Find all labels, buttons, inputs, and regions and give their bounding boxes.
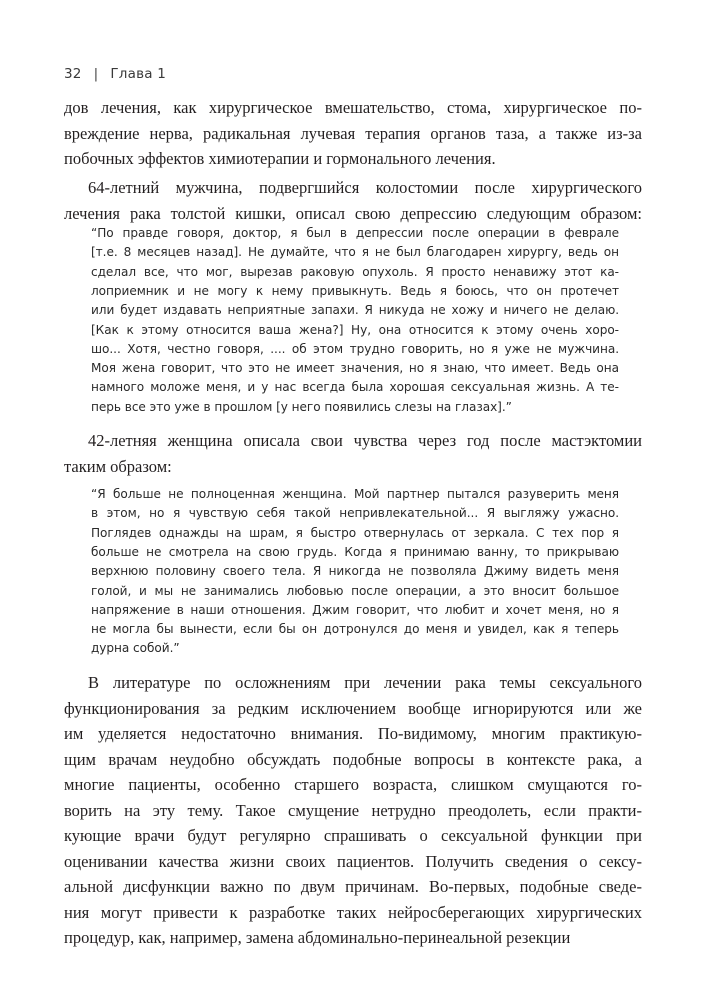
text-line: процедур, как, например, замена абдоминально-перинеальной резекции bbox=[64, 928, 571, 947]
text-line: перь все это уже в прошлом [у него появились слезы на глазах].” bbox=[91, 399, 512, 414]
text-line: “По правде говоря, доктор, я был в депрессии после операции в феврале bbox=[91, 226, 619, 240]
text-line: им уделяется недостаточно внимания. По-видимому, многим практикую- bbox=[64, 724, 642, 743]
text-line: многие пациенты, особенно старшего возраста, слишком смущаются го- bbox=[64, 775, 642, 794]
text-line: намного моложе меня, и у нас всегда была хорошая сексуальная жизнь. А те- bbox=[91, 380, 619, 395]
chapter-title: Глава 1 bbox=[110, 66, 166, 82]
text-line: напряжение в наши отношения. Джим говорит, что любит и хочет меня, но я bbox=[91, 602, 619, 617]
text-line: щим врачам неудобно обсуждать подобные вопросы в контексте рака, а bbox=[64, 749, 642, 769]
text-line: в этом, но я чувствую себя такой непривлекательной... Я выгляжу ужасно. bbox=[91, 506, 619, 521]
text-line: или будет издавать неприятные запахи. Я никуда не хожу и ничего не делаю. bbox=[91, 303, 619, 318]
text-line: побочных эффектов химиотерапии и гормонального лечения. bbox=[64, 149, 496, 168]
text-line: 64-летний мужчина, подвергшийся колостомии после хирургического bbox=[88, 178, 642, 197]
text-line: ния могут привести к разработке таких нейросберегающих хирургических bbox=[64, 902, 642, 922]
text-line: лечения рака толстой кишки, описал свою депрессию следующим образом: bbox=[64, 203, 642, 223]
text-line: голой, и мы не занимались любовью после операции, а это вносит большое bbox=[91, 583, 619, 598]
text-line: не могла бы вынести, если бы он дотронулся до меня и увидел, как я теперь bbox=[91, 622, 619, 637]
text-line: верхнюю половину своего тела. Я никогда не позволяла Джиму видеть меня bbox=[91, 564, 619, 579]
running-head bbox=[64, 66, 166, 82]
text-line: 42-летняя женщина описала свои чувства через год после мастэктомии bbox=[88, 431, 642, 450]
text-line: [Как к этому относится ваша жена?] Ну, она относится к этому очень хоро- bbox=[91, 322, 619, 337]
text-line: вреждение нерва, радикальная лучевая терапия органов таза, а также из-за bbox=[64, 123, 642, 143]
text-line: Моя жена говорит, что это не имеет значения, но я знаю, что имеет. Ведь она bbox=[91, 361, 619, 376]
text-line: шо... Хотя, честно говоря, .... об этом трудно говорить, но я уже не мужчина. bbox=[91, 341, 619, 356]
text-line: альной дисфункции важно по двум причинам. Во-первых, подобные сведе- bbox=[64, 877, 642, 896]
text-line: кующие врачи будут регулярно спрашивать о сексуальной функции при bbox=[64, 826, 642, 845]
text-line: Поглядев однажды на шрам, я быстро отвернулась от зеркала. С тех пор я bbox=[91, 525, 619, 540]
text-line: больше не смотрела на свою грудь. Когда я принимаю ванну, то прикрываю bbox=[91, 544, 619, 559]
header-separator: | bbox=[93, 66, 99, 82]
text-line: сделал все, что мог, вырезав раковую опухоль. Я просто ненавижу этот ка- bbox=[91, 264, 619, 279]
page-number: 32 bbox=[64, 66, 82, 82]
text-line: оценивании качества жизни своих пациентов. Получить сведения о сексу- bbox=[64, 851, 642, 871]
text-line: функционирования за редким исключением вообще игнорируются или же bbox=[64, 698, 642, 718]
text-line: “Я больше не полноценная женщина. Мой партнер пытался разуверить меня bbox=[91, 487, 619, 501]
text-line: В литературе по осложнениям при лечении рака темы сексуального bbox=[88, 673, 642, 692]
text-line: ворить на эту тему. Такое смущение нетрудно преодолеть, если практи- bbox=[64, 800, 642, 820]
text-line: лоприемник и не могу к нему привыкнуть. Ведь я боюсь, что он протечет bbox=[91, 283, 619, 298]
text-line: [т.е. 8 месяцев назад]. Не думайте, что я не был благодарен хирургу, ведь он bbox=[91, 245, 619, 260]
text-line: дурна собой.” bbox=[91, 641, 180, 656]
text-line: дов лечения, как хирургическое вмешательство, стома, хирургическое по- bbox=[64, 98, 642, 117]
text-line: таким образом: bbox=[64, 456, 172, 476]
